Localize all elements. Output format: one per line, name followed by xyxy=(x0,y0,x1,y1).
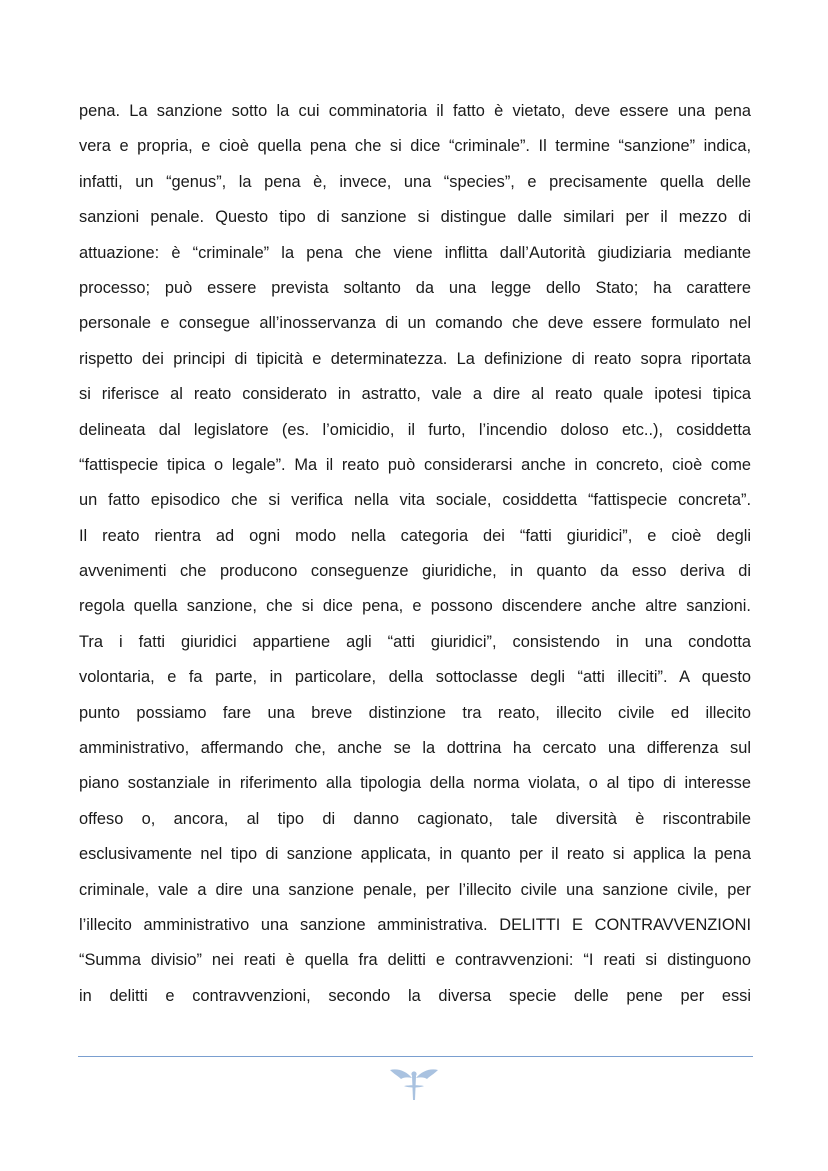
text-line-4: sanzioni penale. Questo tipo di sanzione si distingue dalle similari per il mezzo di xyxy=(79,208,751,227)
text-line-1: pena. La sanzione sotto la cui comminatoria il fatto è vietato, deve essere una pena xyxy=(79,102,751,120)
text-line-14: avvenimenti che producono conseguenze giuridiche, in quanto da esso deriva di xyxy=(79,562,751,581)
text-line-13: Il reato rientra ad ogni modo nella categoria dei “fatti giuridici”, e cioè degli xyxy=(79,526,751,545)
text-line-23: criminale, vale a dire una sanzione penale, per l’illecito civile una sanzione civile, per xyxy=(79,880,751,899)
text-line-9: si riferisce al reato considerato in astratto, vale a dire al reato quale ipotesi tipica xyxy=(79,385,751,404)
text-line-17: volontaria, e fa parte, in particolare, della sottoclasse degli “atti illeciti”. A questo xyxy=(79,668,751,687)
text-line-16: Tra i fatti giuridici appartiene agli “atti giuridici”, consistendo in una condotta xyxy=(79,632,751,651)
text-line-11: “fattispecie tipica o legale”. Ma il reato può considerarsi anche in concreto, cioè come xyxy=(79,455,751,474)
text-line-2: vera e propria, e cioè quella pena che si dice “criminale”. Il termine “sanzione” indica, xyxy=(79,137,751,156)
text-line-12: un fatto episodico che si verifica nella vita sociale, cosiddetta “fattispecie concreta”. xyxy=(79,491,751,510)
text-line-26: in delitti e contravvenzioni, secondo la diversa specie delle pene per essi xyxy=(79,986,751,1005)
text-line-15: regola quella sanzione, che si dice pena, e possono discendere anche altre sanzioni. xyxy=(79,597,751,616)
text-line-7: personale e consegue all’inosservanza di un comando che deve essere formulato nel xyxy=(79,314,751,333)
text-line-21: offeso o, ancora, al tipo di danno cagionato, tale diversità è riscontrabile xyxy=(79,809,751,828)
text-line-8: rispetto dei principi di tipicità e determinatezza. La definizione di reato sopra riportata xyxy=(79,349,751,368)
text-line-6: processo; può essere prevista soltanto da una legge dello Stato; ha carattere xyxy=(79,278,751,297)
text-line-18: punto possiamo fare una breve distinzione tra reato, illecito civile ed illecito xyxy=(79,703,751,722)
text-line-5: attuazione: è “criminale” la pena che viene inflitta dall’Autorità giudiziaria mediante xyxy=(79,243,751,262)
text-line-10: delineata dal legislatore (es. l’omicidio, il furto, l’incendio doloso etc..), cosiddetta xyxy=(79,420,751,439)
text-line-20: piano sostanziale in riferimento alla tipologia della norma violata, o al tipo di interesse xyxy=(79,774,751,793)
text-line-3: infatti, un “genus”, la pena è, invece, una “species”, e precisamente quella delle xyxy=(79,172,751,191)
document-body xyxy=(79,94,751,1014)
text-line-22: esclusivamente nel tipo di sanzione applicata, in quanto per il reato si applica la pena xyxy=(79,845,751,864)
text-line-25: “Summa divisio” nei reati è quella fra delitti e contravvenzioni: “I reati si distinguono xyxy=(79,951,751,970)
footer-divider xyxy=(78,1056,753,1057)
text-line-19: amministrativo, affermando che, anche se la dottrina ha cercato una differenza sul xyxy=(79,739,751,758)
text-line-24: l’illecito amministrativo una sanzione amministrativa. DELITTI E CONTRAVVENZIONI xyxy=(79,915,751,934)
winged-emblem-icon xyxy=(388,1064,440,1104)
